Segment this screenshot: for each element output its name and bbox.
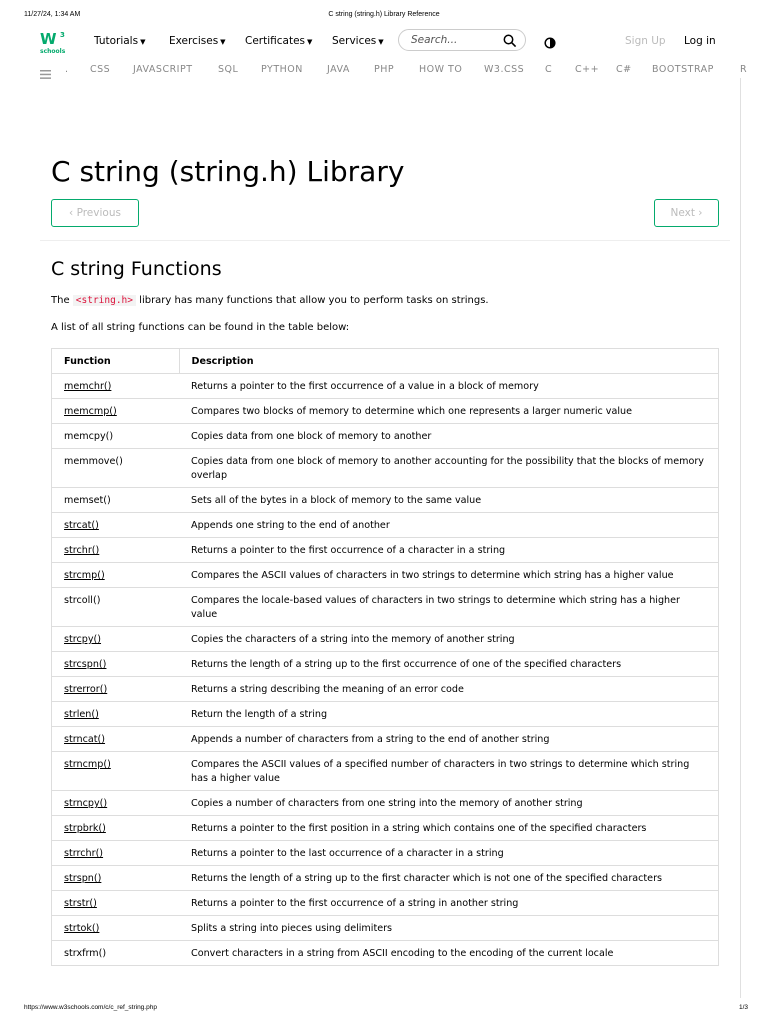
string-h-code: <string.h> (73, 295, 136, 306)
function-link[interactable]: strerror() (64, 684, 108, 695)
subnav-item-sql[interactable]: SQL (218, 64, 239, 75)
dark-mode-toggle-icon[interactable] (544, 34, 556, 53)
description-cell: Returns a pointer to the first occurrence of a string in another string (179, 891, 719, 916)
table-row (52, 916, 719, 941)
function-cell (52, 513, 180, 538)
table-row (52, 563, 719, 588)
function-cell (52, 374, 180, 399)
function-link[interactable]: memchr() (64, 381, 112, 392)
search-icon[interactable] (503, 33, 517, 52)
subnav-item-javascript[interactable]: JAVASCRIPT (133, 64, 193, 75)
function-cell (52, 752, 180, 791)
description-cell: Compares the ASCII values of characters in two strings to determine which string has a higher value (179, 563, 719, 588)
content-divider (740, 78, 741, 998)
subnav-item-cpp[interactable]: C++ (575, 64, 600, 75)
description-cell: Compares two blocks of memory to determine which one represents a larger numeric value (179, 399, 719, 424)
table-row (52, 513, 719, 538)
table-row (52, 449, 719, 488)
function-cell (52, 627, 180, 652)
menu-tutorials[interactable]: Tutorials ▼ (94, 35, 146, 47)
table-row (52, 424, 719, 449)
table-row (52, 652, 719, 677)
subnav-item-bootstrap[interactable]: BOOTSTRAP (652, 64, 714, 75)
function-name: strcoll() (64, 595, 101, 606)
function-name: memmove() (64, 456, 123, 467)
function-cell (52, 941, 180, 966)
function-link[interactable]: strstr() (64, 898, 97, 909)
description-cell: Copies data from one block of memory to another (179, 424, 719, 449)
section-title: C string Functions (51, 258, 222, 280)
login-link[interactable]: Log in (684, 35, 716, 47)
subnav-item-w3css[interactable]: W3.CSS (484, 64, 525, 75)
menu-certificates[interactable]: Certificates ▼ (245, 35, 313, 47)
function-cell (52, 841, 180, 866)
caret-down-icon: ▼ (140, 38, 146, 46)
function-link[interactable]: strlen() (64, 709, 99, 720)
subnav-item-php[interactable]: PHP (374, 64, 395, 75)
table-row (52, 791, 719, 816)
table-header-row (52, 349, 719, 374)
search-input[interactable] (398, 29, 526, 51)
print-footer (0, 1004, 768, 1016)
next-button[interactable]: Next › (654, 199, 719, 227)
table-row (52, 538, 719, 563)
table-row (52, 399, 719, 424)
table-row (52, 941, 719, 966)
function-link[interactable]: strchr() (64, 545, 100, 556)
subnav-item-c[interactable]: C (545, 64, 553, 75)
chevron-right-icon: › (698, 207, 703, 219)
logo-w: W (40, 30, 57, 48)
subnav-item-howto[interactable]: HOW TO (419, 64, 463, 75)
intro-paragraph: The <string.h> library has many functions that allow you to perform tasks on strings. (51, 295, 489, 306)
subnav-item-python[interactable]: PYTHON (261, 64, 303, 75)
function-cell (52, 488, 180, 513)
description-cell: Compares the locale-based values of characters in two strings to determine which string has a higher value (179, 588, 719, 627)
table-row (52, 702, 719, 727)
list-intro-paragraph: A list of all string functions can be found in the table below: (51, 322, 350, 333)
function-cell (52, 538, 180, 563)
description-cell: Copies the characters of a string into the memory of another string (179, 627, 719, 652)
table-row (52, 677, 719, 702)
menu-exercises[interactable]: Exercises ▼ (169, 35, 226, 47)
description-cell: Appends one string to the end of another (179, 513, 719, 538)
hamburger-menu-icon[interactable] (40, 64, 51, 83)
description-cell: Splits a string into pieces using delimiters (179, 916, 719, 941)
page-title: C string (string.h) Library (51, 155, 405, 188)
description-cell: Compares the ASCII values of a specified number of characters in two strings to determine which string has a higher value (179, 752, 719, 791)
table-row (52, 891, 719, 916)
subnav-dot: . (65, 64, 69, 75)
function-link[interactable]: strcpy() (64, 634, 102, 645)
search-placeholder: Search... (411, 34, 458, 46)
function-link[interactable]: strncpy() (64, 798, 108, 809)
divider (40, 240, 730, 241)
description-cell: Copies data from one block of memory to another accounting for the possibility that the blocks of memory overlap (179, 449, 719, 488)
function-link[interactable]: strpbrk() (64, 823, 106, 834)
description-cell: Convert characters in a string from ASCII encoding to the encoding of the current locale (179, 941, 719, 966)
description-cell: Returns a pointer to the first occurrence of a value in a block of memory (179, 374, 719, 399)
function-cell (52, 424, 180, 449)
header-description: Description (179, 349, 719, 374)
function-cell (52, 866, 180, 891)
functions-table (51, 348, 719, 966)
function-name: strxfrm() (64, 948, 107, 959)
function-name: memcpy() (64, 431, 114, 442)
chevron-left-icon: ‹ (69, 207, 74, 219)
function-cell (52, 791, 180, 816)
function-link[interactable]: strspn() (64, 873, 102, 884)
top-navbar (0, 27, 768, 57)
header-function: Function (52, 349, 180, 374)
function-cell (52, 702, 180, 727)
function-link[interactable]: memcmp() (64, 406, 117, 417)
function-cell (52, 891, 180, 916)
function-name: memset() (64, 495, 111, 506)
function-link[interactable]: strtok() (64, 923, 100, 934)
subnav-item-csharp[interactable]: C# (616, 64, 632, 75)
description-cell: Returns a pointer to the first occurrence of a character in a string (179, 538, 719, 563)
caret-down-icon: ▼ (378, 38, 384, 46)
function-cell (52, 677, 180, 702)
description-cell: Returns a pointer to the last occurrence of a character in a string (179, 841, 719, 866)
function-link[interactable]: strcspn() (64, 659, 107, 670)
table-row (52, 841, 719, 866)
function-cell (52, 652, 180, 677)
table-row (52, 866, 719, 891)
function-link[interactable]: strncmp() (64, 759, 111, 770)
print-url: https://www.w3schools.com/c/c_ref_string.php (24, 1004, 157, 1011)
description-cell: Copies a number of characters from one string into the memory of another string (179, 791, 719, 816)
function-cell (52, 449, 180, 488)
function-cell (52, 588, 180, 627)
table-body (52, 374, 719, 966)
table-row (52, 488, 719, 513)
description-cell: Returns the length of a string up to the first occurrence of one of the specified characters (179, 652, 719, 677)
subnav-item-css[interactable]: CSS (90, 64, 111, 75)
function-link[interactable]: strcat() (64, 520, 99, 531)
table-row (52, 374, 719, 399)
function-link[interactable]: strcmp() (64, 570, 105, 581)
function-link[interactable]: strncat() (64, 734, 106, 745)
function-cell (52, 727, 180, 752)
table-row (52, 627, 719, 652)
menu-services[interactable]: Services ▼ (332, 35, 384, 47)
print-page-number: 1/3 (738, 1004, 748, 1011)
logo-superscript: 3 (60, 31, 65, 39)
subnav-item-java[interactable]: JAVA (327, 64, 350, 75)
description-cell: Returns the length of a string up to the first character which is not one of the specified characters (179, 866, 719, 891)
print-header (0, 11, 768, 23)
print-page-title: C string (string.h) Library Reference (328, 11, 440, 18)
function-cell (52, 399, 180, 424)
description-cell: Sets all of the bytes in a block of memory to the same value (179, 488, 719, 513)
print-timestamp: 11/27/24, 1:34 AM (24, 11, 81, 18)
subnav-item-r[interactable]: R (740, 64, 748, 75)
table-row (52, 727, 719, 752)
signup-link[interactable]: Sign Up (625, 35, 666, 47)
function-link[interactable]: strrchr() (64, 848, 104, 859)
caret-down-icon: ▼ (307, 38, 313, 46)
caret-down-icon: ▼ (220, 38, 226, 46)
function-cell (52, 916, 180, 941)
description-cell: Return the length of a string (179, 702, 719, 727)
description-cell: Returns a string describing the meaning of an error code (179, 677, 719, 702)
previous-button[interactable]: ‹ Previous (51, 199, 139, 227)
subject-navbar (0, 62, 768, 78)
w3schools-logo[interactable] (39, 29, 71, 55)
table-row (52, 816, 719, 841)
description-cell: Returns a pointer to the first position in a string which contains one of the specified characters (179, 816, 719, 841)
logo-text: schools (40, 48, 66, 55)
table-row (52, 752, 719, 791)
function-cell (52, 563, 180, 588)
table-row (52, 588, 719, 627)
function-cell (52, 816, 180, 841)
description-cell: Appends a number of characters from a string to the end of another string (179, 727, 719, 752)
